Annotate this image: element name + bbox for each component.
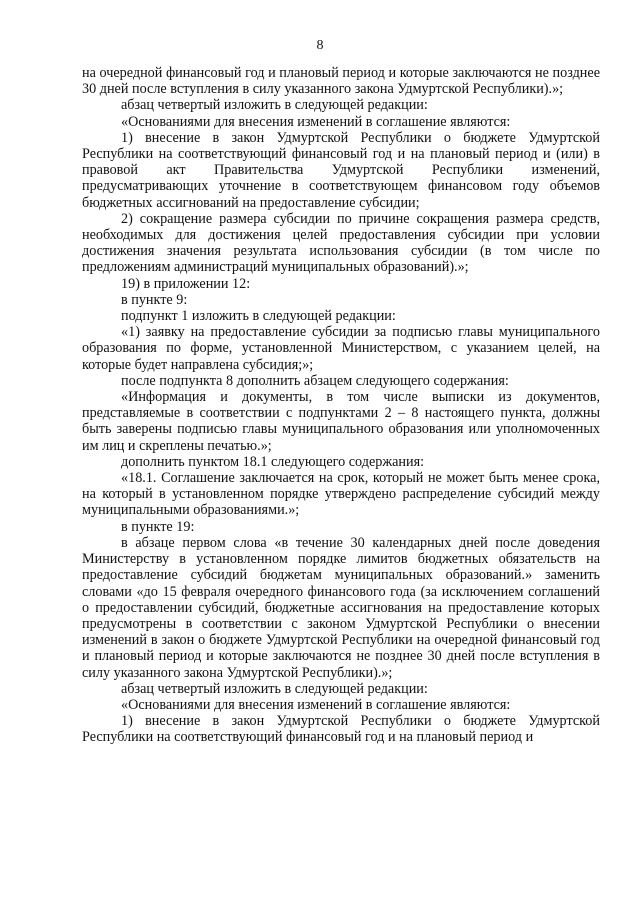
paragraph: в пункте 9: (121, 291, 188, 308)
paragraph: «Информация и документы, в том числе выписки из документов, представляемые в соответствии с подпунктами 2 – 8 настоящего пункта, должны быть заверены подписью главы муниципального образования или уполномоченных им лиц и скреплены печатью.»; (82, 389, 600, 454)
paragraph: «Основаниями для внесения изменений в соглашение являются: (121, 696, 511, 713)
paragraph: абзац четвертый изложить в следующей редакции: (121, 97, 428, 114)
paragraph: абзац четвертый изложить в следующей редакции: (121, 680, 428, 697)
document-body (82, 65, 600, 746)
paragraph: в абзаце первом слова «в течение 30 календарных дней после доведения Министерству в установленном порядке лимитов бюджетных обязательств на предоставление субсидий бюджетам муниципальных образований.» заменить словами «до 15 февраля очередного финансового года (за исключением соглашений о предоставлении субсидий, бюджетные ассигнования на предоставление которых предусмотрены в соответствии с законом Удмуртской Республики о внесении изменений в закон о бюджете Удмуртской Республики на очередной финансовый год и плановый период и которые заключаются не позднее 30 дней после вступления в силу указанного закона Удмуртской Республики).»; (82, 534, 600, 681)
paragraph: после подпункта 8 дополнить абзацем следующего содержания: (121, 372, 509, 389)
paragraph: 2) сокращение размера субсидии по причине сокращения размера средств, необходимых для достижения целей предоставления субсидии при условии достижения значения результата использования субсидии (в том числе по предложениям администраций муниципальных образований).»; (82, 210, 600, 276)
paragraph: дополнить пунктом 18.1 следующего содержания: (121, 453, 425, 470)
paragraph: 1) внесение в закон Удмуртской Республики о бюджете Удмуртской Республики на соответствующий финансовый год и на плановый период и (или) в правовой акт Правительства Удмуртской Республики изменений, предусматривающих уточнение в соответствующем финансовом году объемов бюджетных ассигнований на предоставление субсидии; (82, 129, 600, 211)
paragraph: на очередной финансовый год и плановый период и которые заключаются не позднее 30 дней после вступления в силу указанного закона Удмуртской Республики).»; (82, 65, 600, 98)
paragraph: 1) внесение в закон Удмуртской Республики о бюджете Удмуртской Республики на соответствующий финансовый год и на плановый период и (82, 713, 600, 746)
paragraph: в пункте 19: (121, 518, 195, 535)
page-number: 8 (316, 38, 324, 53)
paragraph: подпункт 1 изложить в следующей редакции: (121, 308, 396, 325)
paragraph: «Основаниями для внесения изменений в соглашение являются: (121, 113, 511, 130)
paragraph: «1) заявку на предоставление субсидии за подписью главы муниципального образования по форме, установленной Министерством, с указанием целей, на которые будет направлена субсидия;»; (82, 324, 600, 373)
paragraph: «18.1. Соглашение заключается на срок, который не может быть менее срока, на который в установленном порядке утверждено распределение субсидий между муниципальными образованиями.»; (82, 470, 600, 519)
paragraph: 19) в приложении 12: (121, 275, 251, 292)
